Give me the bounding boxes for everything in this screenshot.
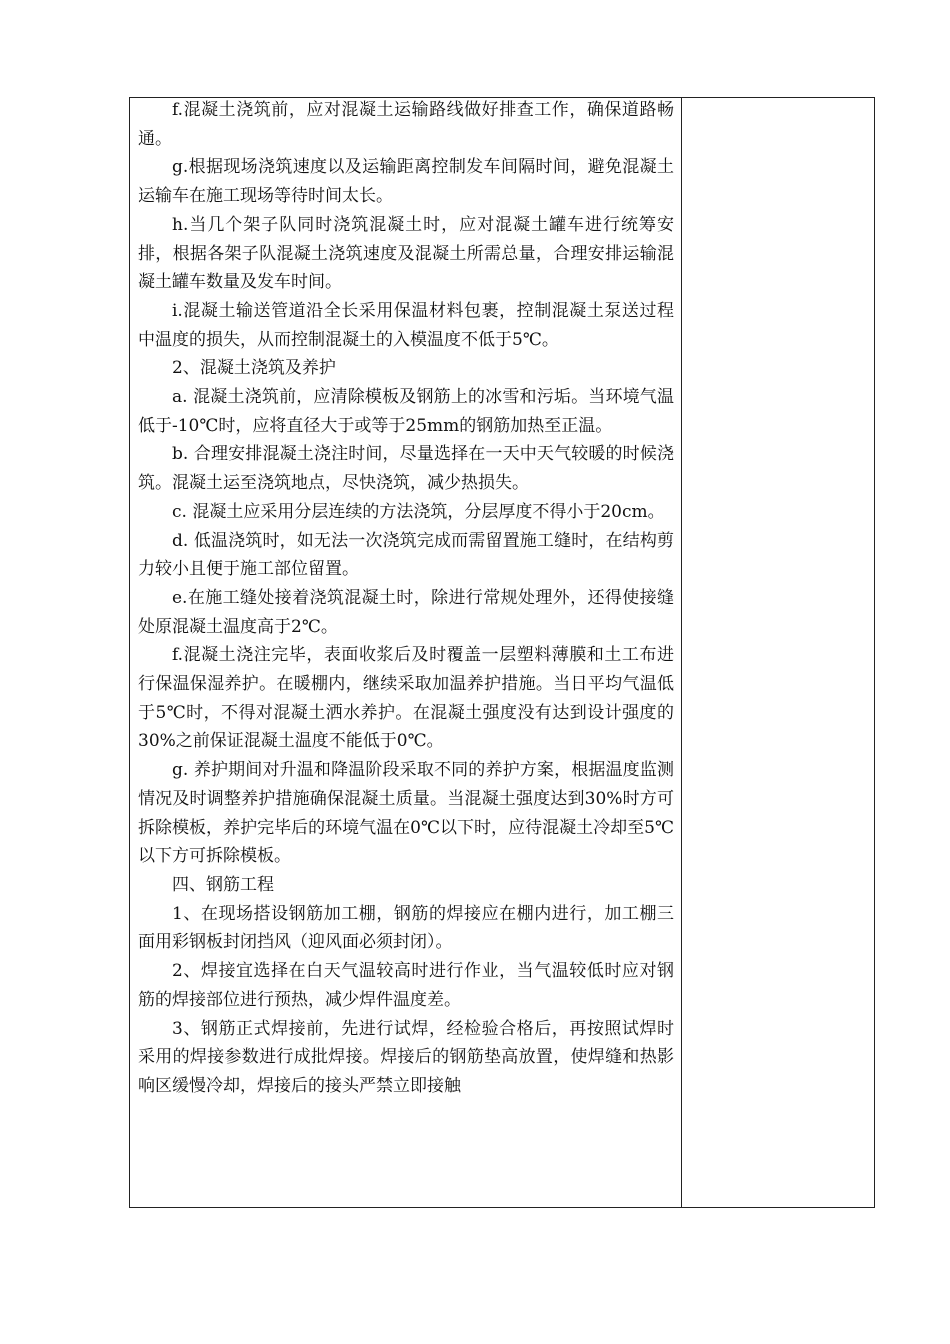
paragraph-i-pipe-insulation: i.混凝土输送管道沿全长采用保温材料包裹，控制混凝土泵送过程中温度的损失，从而控制混凝土的入模温度不低于5℃。 <box>138 300 674 350</box>
paragraph-a-clear-formwork: a. 混凝土浇筑前，应清除模板及钢筋上的冰雪和污垢。当环境气温低于-10℃时，应将直径大于或等于25mm的钢筋加热至正温。 <box>138 387 674 436</box>
paragraph-rebar-trial-weld: 3、钢筋正式焊接前，先进行试焊，经检验合格后，再按照试焊时采用的焊接参数进行成批焊接。焊接后的钢筋垫高放置，使焊缝和热影响区缓慢冷却，焊接后的接头严禁立即接触 <box>138 1018 674 1096</box>
content-cell <box>138 98 674 1101</box>
section-heading-rebar: 四、钢筋工程 <box>172 874 274 895</box>
paragraph-d-construction-joint: d. 低温浇筑时，如无法一次浇筑完成而需留置施工缝时，在结构剪力较小且便于施工部位留置。 <box>138 530 674 580</box>
paragraph-c-layered-pouring: c. 混凝土应采用分层连续的方法浇筑，分层厚度不得小于20cm。 <box>172 501 665 522</box>
section-heading-pouring-curing: 2、混凝土浇筑及养护 <box>172 358 336 379</box>
paragraph-rebar-shed: 1、在现场搭设钢筋加工棚，钢筋的焊接应在棚内进行，加工棚三面用彩钢板封闭挡风（迎风面必须封闭）。 <box>138 903 674 953</box>
paragraph-f-route-check: f.混凝土浇筑前，应对混凝土运输路线做好排查工作，确保道路畅通。 <box>138 100 674 149</box>
paragraph-b-pour-timing: b. 合理安排混凝土浇注时间，尽量选择在一天中天气较暖的时候浇筑。混凝土运至浇筑地点，尽快浇筑，减少热损失。 <box>138 444 674 494</box>
paragraph-rebar-preheat: 2、焊接宜选择在白天气温较高时进行作业，当气温较低时应对钢筋的焊接部位进行预热，减少焊件温度差。 <box>138 961 674 1010</box>
paragraph-f-curing: f.混凝土浇注完毕，表面收浆后及时覆盖一层塑料薄膜和土工布进行保温保湿养护。在暖棚内，继续采取加温养护措施。当日平均气温低于5℃时，不得对混凝土洒水养护。在混凝土强度没有达到设计强度的30%之前保证混凝土温度不能低于0℃。 <box>138 645 674 752</box>
column-divider <box>681 98 682 1207</box>
paragraph-g-curing-plan: g. 养护期间对升温和降温阶段采取不同的养护方案，根据温度监测情况及时调整养护措施确保混凝土质量。当混凝土强度达到30%时方可拆除模板，养护完毕后的环境气温在0℃以下时，应待混凝土冷却至5℃以下方可拆除模板。 <box>138 760 674 867</box>
empty-side-cell <box>683 98 874 1207</box>
paragraph-g-dispatch-interval: g.根据现场浇筑速度以及运输距离控制发车间隔时间，避免混凝土运输车在施工现场等待时间太长。 <box>138 157 674 207</box>
paragraph-h-truck-scheduling: h.当几个架子队同时浇筑混凝土时，应对混凝土罐车进行统筹安排，根据各架子队混凝土浇筑速度及混凝土所需总量，合理安排运输混凝土罐车数量及发车时间。 <box>138 214 674 293</box>
paragraph-e-joint-temperature: e.在施工缝处接着浇筑混凝土时，除进行常规处理外，还得使接缝处原混凝土温度高于2℃。 <box>138 587 674 637</box>
document-table <box>129 97 875 1208</box>
